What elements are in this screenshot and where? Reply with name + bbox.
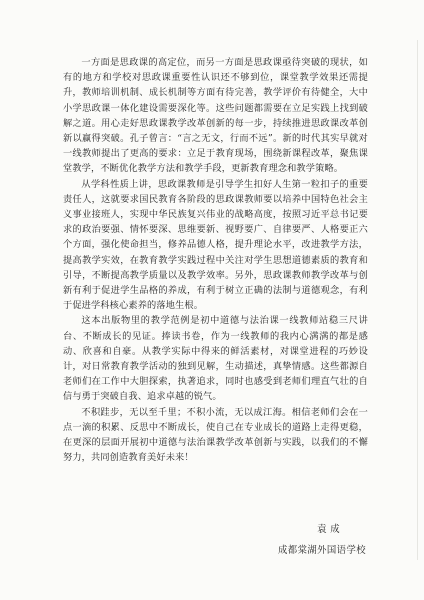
paragraph-1: 一方面是思政课的高定位，而另一方面是思政课亟待突破的现状，如有的地方和学校对思政课重要性认识还不够到位，课堂教学效果还需提升，教师培训机制、成长机制等方面有待完善，教学评价有待健全，大中小学思政课一体化建设需要深化等。这些问题都需要在立足实践上找到破解之道。用心走好思政课教学改革创新的每一步，持续推进思政课改革创新以赢得突破。孔子曾言：“言之无文，行而不远”。新的时代其实早就对一线教师提出了更高的要求：立足于教育现场，围绕新课程改革，聚焦课堂教学，不断优化教学方法和教学手段，更新教育理念和教学策略。 [63,57,368,175]
signature-name: 袁 成 [317,524,340,535]
paragraph-4: 不积跬步，无以至千里；不积小流，无以成江海。相信老师们会在一点一滴的积累、反思中不断成长，使自己在专业成长的道路上走得更稳，在更深的层面开展初中道德与法治课教学改革创新与实践，以我们的不懈努力，共同创造教育美好未来！ [63,406,368,464]
paragraph-3: 这本出版物里的教学范例是初中道德与法治课一线教师站稳三尺讲台、不断成长的见证。捧读书卷，作为一线教师的我内心满满的都是感动、欣喜和自豪。从教学实际中得来的鲜活素材，对课堂进程的巧妙设计，对日常教育教学活动的独到见解，生动描述，真挚情感。这些都源自老师们在工作中大胆探索，执著追求，同时也感受到老师们理直气壮的自信与勇于突破自我、追求卓越的锐气。 [63,315,368,403]
body-text [63,55,368,465]
signature-organization: 成都棠湖外国语学校 [278,545,366,556]
paragraph-2: 从学科性质上讲，思政课教师是引导学生扣好人生第一粒扣子的重要责任人，这就要求国民教育各阶段的思政课教师要以培养中国特色社会主义事业接班人，实现中华民族复兴伟业的战略高度，按照习近平总书记要求的政治要强、情怀要深、思维要新、视野要广、自律要严、人格要正六个方面，强化使命担当，修养品德人格，提升理论水平，改进教学方法，提高教学实效，在教育教学实践过程中关注对学生思想道德素质的教育和引导，不断提高教学质量以及教学效率。另外，思政课教师教学改革与创新有利于促进学生品格的养成，有利于树立正确的法制与道德观念，有利于促进学科核心素养的落地生根。 [63,178,368,312]
page-edge-line [417,40,418,560]
